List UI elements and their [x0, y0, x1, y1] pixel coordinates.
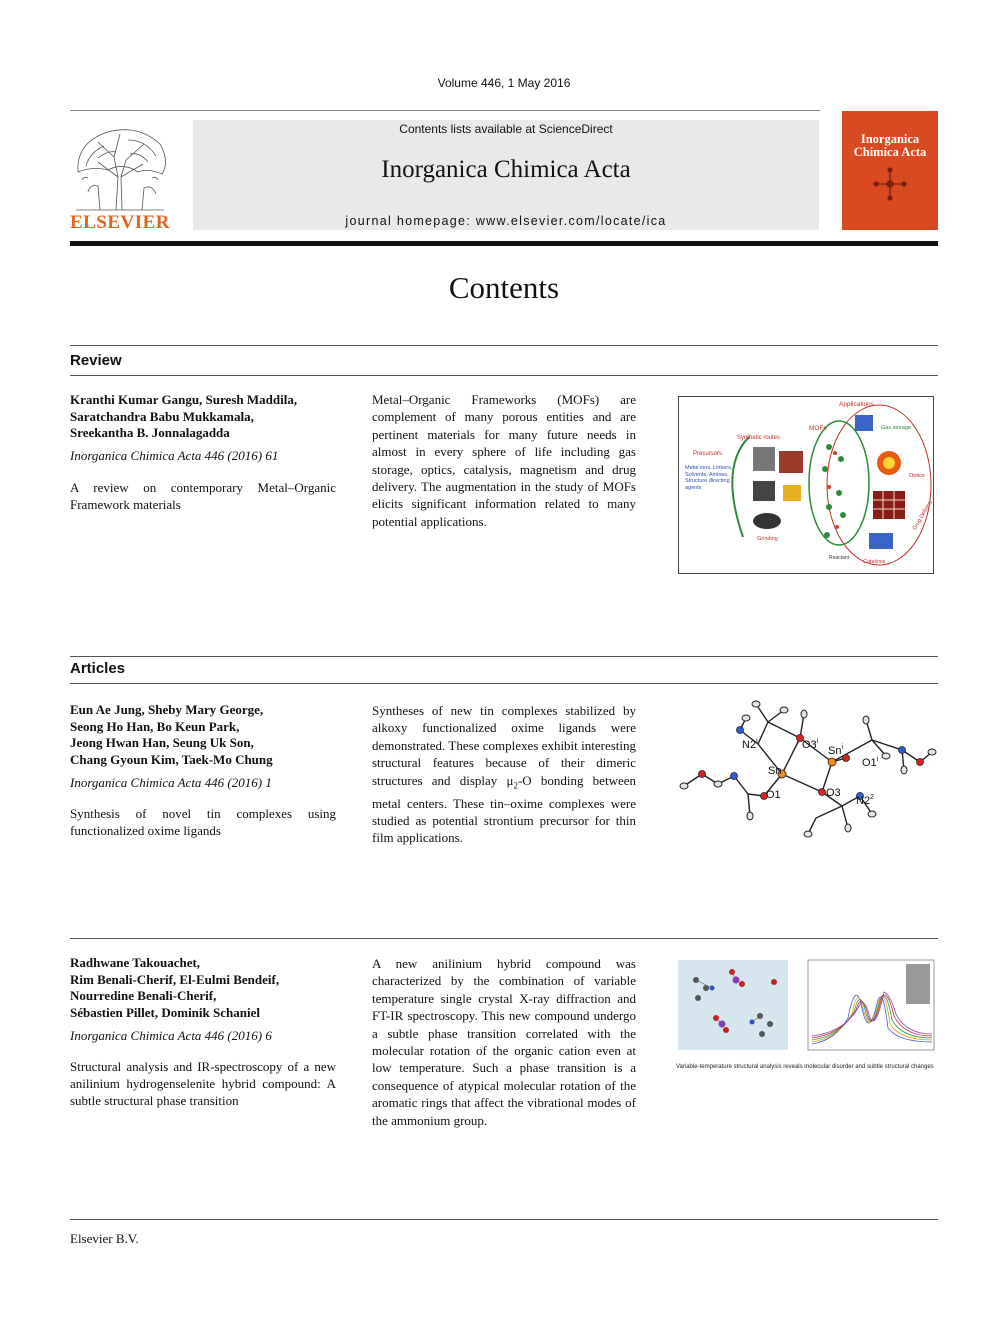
- abstract-text: Syntheses of new tin complexes stabilized by alkoxy functionalized oxime ligands were demonstrated. These complexes exhibit interesting structural features because of their dimeric structures and display: [372, 703, 636, 788]
- article-1-citation[interactable]: Inorganica Chimica Acta 446 (2016) 1: [70, 775, 272, 790]
- volume-info: Volume 446, 1 May 2016: [437, 76, 571, 90]
- section-divider: [70, 683, 938, 684]
- author-line: Saratchandra Babu Mukkamala,: [70, 408, 254, 424]
- cover-molecule-icon: [872, 166, 908, 202]
- article-2-abstract: A new anilinium hybrid compound was characterized by the combination of variable temperature single crystal X-ray diffraction and FT-IR spectroscopy. This new compound undergo a subtle phase transition correlated with the molecular rotation of the organic cation even at low temperature. Such a phase transition is a consequence of atypical molecular rotation of the aromatic rings that affect the vibrational modes of the ammonium group.: [372, 956, 636, 1128]
- review-abstract: Metal–Organic Frameworks (MOFs) are complement of many porous entities and are pertinent materials for many future needs in almost in every sphere of life including gas storage, optics, catalysis, magnetism and drug delivery. The augmentation in the study of MOFs elicits significant information related to many potential applications.: [372, 392, 636, 529]
- article-2-authors: [70, 955, 340, 1022]
- review-graphical-abstract: [678, 396, 934, 574]
- article-1-title[interactable]: Synthesis of novel tin complexes using functionalized oxime ligands: [70, 806, 336, 838]
- author-line: Eun Ae Jung, Sheby Mary George,: [70, 702, 264, 717]
- label-synthetic-routes: Synthetic routes: [737, 435, 781, 441]
- label-o1: O1: [766, 789, 781, 801]
- label-o3i: O3$^i$: [802, 738, 819, 751]
- journal-title: Inorganica Chimica Acta: [381, 156, 631, 183]
- review-authors: [70, 392, 340, 442]
- label-o3: O3: [826, 787, 841, 799]
- article-1-authors: [70, 702, 340, 769]
- author-line: Seong Ho Han, Bo Keun Park,: [70, 718, 240, 734]
- journal-cover[interactable]: [842, 111, 938, 230]
- label-applications: Applications: [839, 401, 875, 408]
- author-line: Nourredine Benali-Cherif,: [70, 988, 217, 1004]
- label-o1i: O1$^i$: [862, 756, 879, 769]
- footer-publisher: Elsevier B.V.: [70, 1231, 139, 1246]
- label-sni: Sn$^i$: [828, 744, 844, 757]
- article-2-caption: Variable-temperature structural analysis reveals molecular disorder and subtle structural changes: [676, 1064, 934, 1070]
- article-1-graphical-abstract: [676, 696, 938, 846]
- label-catalysis: Catalysis: [863, 559, 886, 565]
- header-divider: [70, 241, 938, 246]
- author-line: Chang Gyoun Kim, Taek-Mo Chung: [70, 752, 273, 768]
- label-optics: Optics: [909, 473, 925, 479]
- review-citation[interactable]: Inorganica Chimica Acta 446 (2016) 61: [70, 448, 279, 463]
- label-precursor-list: Metal ions, Linkers, Solvents, Amines, Structure directing agents: [685, 465, 733, 491]
- author-line: Kranthi Kumar Gangu, Suresh Maddila,: [70, 392, 298, 407]
- author-line: Rim Benali-Cherif, El-Eulmi Bendeif,: [70, 971, 280, 987]
- review-title[interactable]: A review on contemporary Metal–Organic Framework materials: [70, 480, 336, 512]
- section-divider: [70, 345, 938, 346]
- sciencedirect-link[interactable]: Contents lists available at ScienceDirect: [399, 122, 613, 136]
- label-reactant: Reactant: [829, 555, 850, 561]
- elsevier-logo[interactable]: [68, 122, 172, 234]
- elsevier-wordmark: ELSEVIER: [69, 212, 171, 233]
- article-1-abstract: [372, 702, 636, 847]
- section-title-review: Review: [70, 352, 122, 369]
- article-2-title[interactable]: Structural analysis and IR-spectroscopy of a new anilinium hydrogenselenite hybrid compound: A subtle structural phase transition: [70, 1059, 336, 1108]
- section-divider: [70, 375, 938, 376]
- abstract-text: -O bonding between metal centers. These tin–oxime complexes were studied as potential strontium precursor for thin film applications.: [372, 772, 636, 846]
- label-n2: $N2^2$: [856, 794, 874, 807]
- article-2-citation[interactable]: Inorganica Chimica Acta 446 (2016) 6: [70, 1028, 272, 1043]
- article-divider: [70, 938, 938, 939]
- author-line: Radhwane Takouachet,: [70, 955, 201, 970]
- author-line: Sreekantha B. Jonnalagadda: [70, 425, 230, 441]
- abstract-subscript: 2: [513, 780, 518, 791]
- label-mofs: MOFs: [809, 425, 827, 432]
- top-divider: [70, 110, 820, 111]
- section-divider: [70, 656, 938, 657]
- footer-divider: [70, 1219, 938, 1220]
- article-2-graphical-abstract: [676, 958, 938, 1074]
- cover-title: Inorganica Chimica Acta: [853, 132, 927, 159]
- label-precursors: Precursors: [693, 451, 723, 457]
- label-gas-storage: Gas storage: [881, 425, 911, 431]
- label-sn: Sn: [768, 765, 782, 777]
- elsevier-tree-icon: [68, 122, 172, 214]
- author-line: Sébastien Pillet, Dominik Schaniel: [70, 1005, 260, 1021]
- label-grinding: Grinding: [757, 536, 778, 542]
- label-drug-delivery: Drug Delivery: [912, 499, 933, 532]
- journal-homepage-link[interactable]: journal homepage: www.elsevier.com/locate/ica: [345, 214, 667, 228]
- author-line: Jeong Hwan Han, Seung Uk Son,: [70, 735, 254, 751]
- abstract-mu: μ: [506, 772, 514, 788]
- page-title: Contents: [448, 270, 560, 305]
- section-title-articles: Articles: [70, 660, 126, 677]
- label-n2i: N2$^i$: [742, 738, 758, 751]
